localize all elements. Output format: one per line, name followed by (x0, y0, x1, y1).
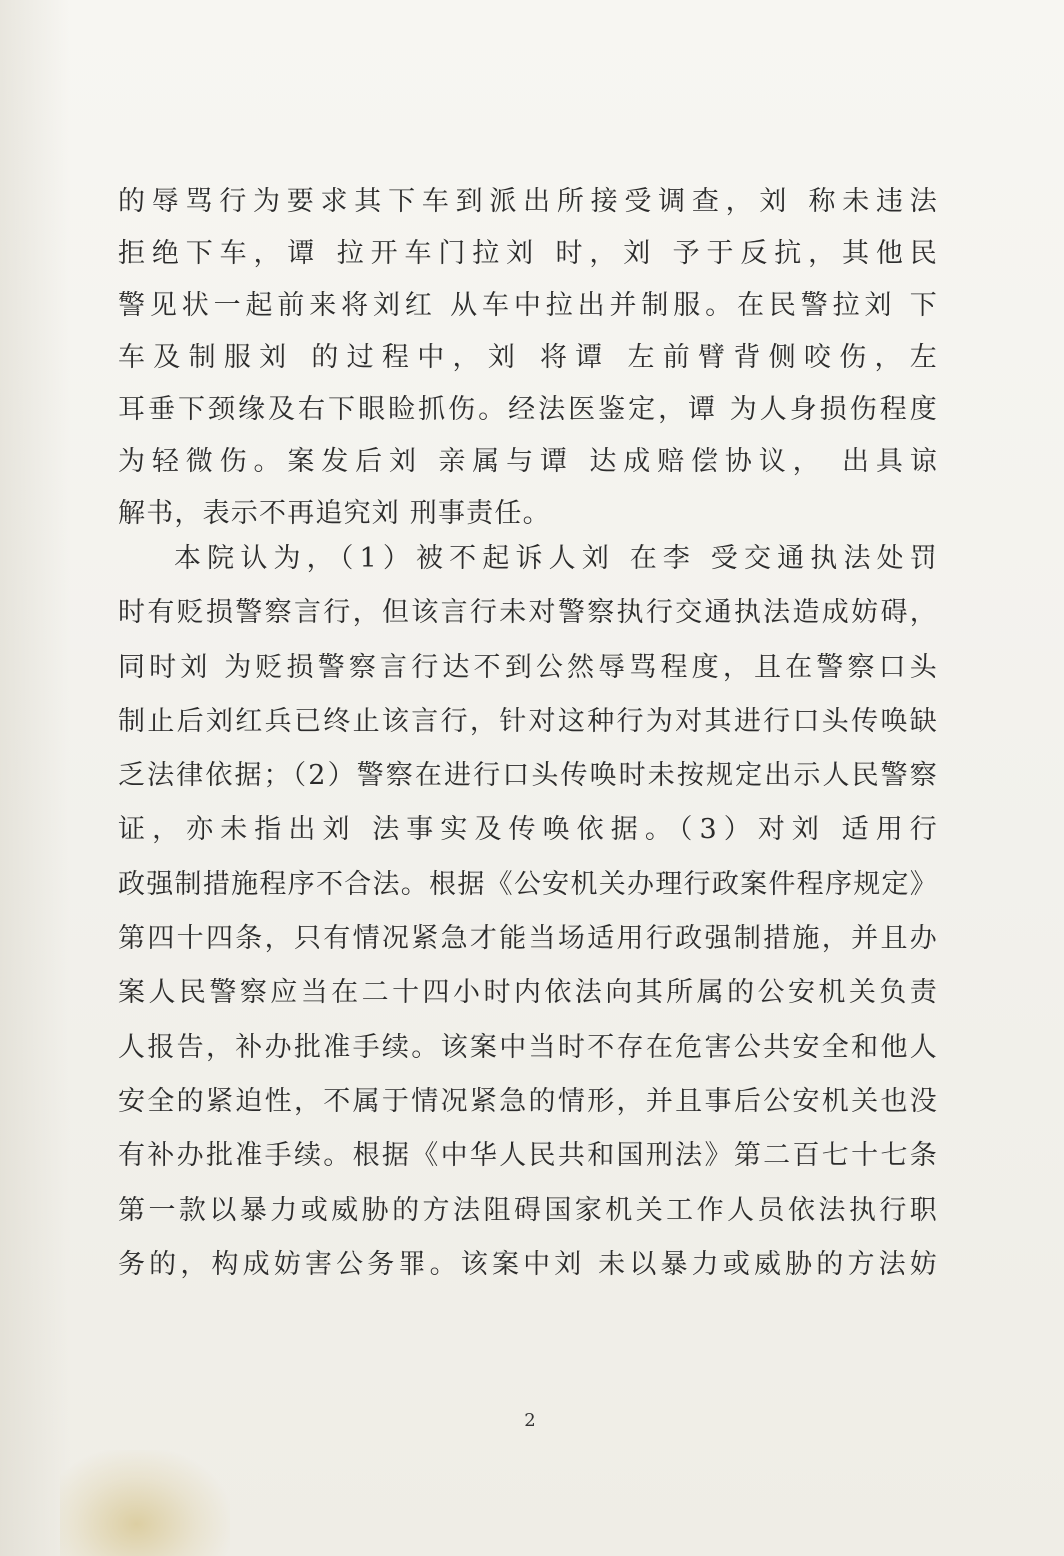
paragraph-court-opinion (118, 532, 938, 1292)
text-line: 制止后刘红兵已终止该言行，针对这种行为对其进行口头传唤缺 (118, 705, 938, 737)
text-line: 案人民警察应当在二十四小时内依法向其所属的公安机关负责 (118, 977, 938, 1009)
page-edge-shadow (0, 0, 70, 1556)
text-line: 安全的紧迫性，不属于情况紧急的情形，并且事后公安机关也没 (118, 1085, 938, 1117)
text-line: 人报告，补办批准手续。该案中当时不存在危害公共安全和他人 (118, 1031, 938, 1063)
text-line: 证，亦未指出刘 法事实及传唤依据。（3）对刘 适用行 (118, 814, 938, 846)
text-line: 有补办批准手续。根据《中华人民共和国刑法》第二百七十七条 (118, 1140, 938, 1172)
text-line: 车及制服刘 的过程中，刘 将谭 左前臂背侧咬伤，左 (118, 342, 938, 373)
paragraph-facts (118, 176, 938, 540)
text-line: 同时刘 为贬损警察言行达不到公然辱骂程度，且在警察口头 (118, 651, 938, 683)
text-line: 解书，表示不再追究刘 刑事责任。 (118, 498, 551, 529)
text-line: 耳垂下颈缘及右下眼睑抓伤。经法医鉴定，谭 为人身损伤程度 (118, 394, 938, 425)
text-line: 务的，构成妨害公务罪。该案中刘 未以暴力或威胁的方法妨 (118, 1248, 938, 1280)
text-line: 的辱骂行为要求其下车到派出所接受调查，刘 称未违法 (118, 186, 938, 217)
text-line: 时有贬损警察言行，但该言行未对警察执行交通执法造成妨碍， (118, 597, 938, 629)
text-line: 本院认为，（1）被不起诉人刘 在李 受交通执法处罚 (174, 543, 938, 574)
page-number: 2 (524, 1410, 536, 1431)
text-line: 第一款以暴力或威胁的方法阻碍国家机关工作人员依法执行职 (118, 1194, 938, 1226)
paper-stain (60, 1450, 230, 1556)
text-line: 第四十四条，只有情况紧急才能当场适用行政强制措施，并且办 (118, 923, 938, 955)
text-line: 政强制措施程序不合法。根据《公安机关办理行政案件程序规定》 (118, 868, 938, 900)
text-line: 为轻微伤。案发后刘 亲属与谭 达成赔偿协议， 出具谅 (118, 446, 938, 477)
text-line: 拒绝下车，谭 拉开车门拉刘 时，刘 予于反抗，其他民 (118, 238, 938, 269)
text-line: 警见状一起前来将刘红 从车中拉出并制服。在民警拉刘 下 (118, 290, 938, 321)
text-line: 乏法律依据；（2）警察在进行口头传唤时未按规定出示人民警察 (118, 760, 938, 792)
